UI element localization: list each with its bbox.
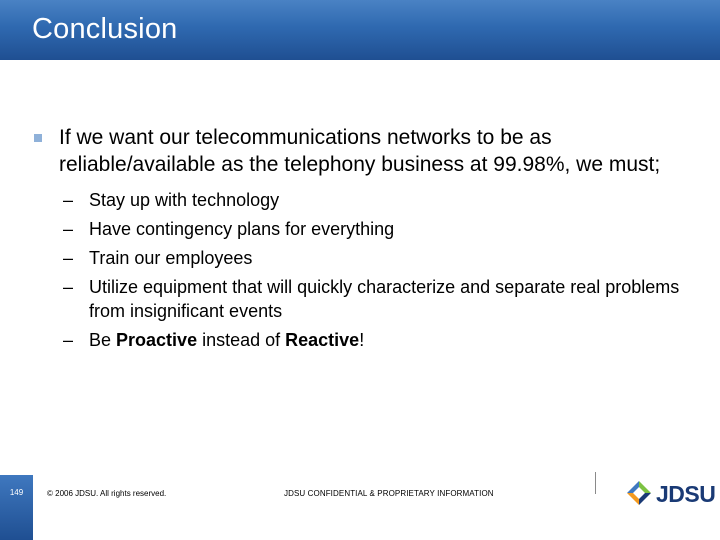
dash-bullet-icon: –	[63, 219, 74, 239]
sub-bullet-list	[34, 188, 694, 352]
main-bullet	[34, 124, 694, 178]
sub-bullet-text: Utilize equipment that will quickly characterize and separate real problems from insignificant events	[89, 277, 680, 321]
copyright-text: © 2006 JDSU. All rights reserved.	[47, 489, 167, 498]
sub-bullet-item	[34, 246, 694, 270]
page-number: 149	[9, 488, 24, 497]
dash-bullet-icon: –	[63, 248, 74, 268]
sub-bullet-text	[89, 330, 364, 350]
sub-bullet-text: Have contingency plans for everything	[89, 219, 395, 239]
sub-bullet-item-proactive	[34, 328, 694, 352]
square-bullet-icon	[34, 134, 42, 142]
sub-bullet-text: Train our employees	[89, 248, 253, 268]
slide-title: Conclusion	[32, 13, 178, 45]
jdsu-logo-icon	[626, 480, 652, 506]
reactive-emphasis: Reactive	[285, 330, 360, 350]
title-bar	[0, 0, 720, 60]
sub-bullet-item	[34, 188, 694, 212]
sub-bullet-item	[34, 275, 694, 323]
footer-side-bar	[0, 475, 33, 540]
text-part: instead of	[197, 330, 286, 350]
jdsu-logo-text: JDSU	[656, 481, 716, 507]
dash-bullet-icon: –	[63, 330, 74, 350]
text-part: Be	[89, 330, 117, 350]
sub-bullet-text: Stay up with technology	[89, 190, 280, 210]
text-part: !	[359, 330, 365, 350]
main-bullet-text: If we want our telecommunications networks to be as reliable/available as the telephony business at 99.98%, we must;	[59, 126, 661, 176]
proactive-emphasis: Proactive	[116, 330, 198, 350]
footer-divider	[595, 472, 596, 494]
confidential-notice: JDSU CONFIDENTIAL & PROPRIETARY INFORMATION	[284, 489, 494, 498]
slide-content	[34, 124, 694, 357]
dash-bullet-icon: –	[63, 277, 74, 297]
jdsu-logo	[626, 480, 714, 508]
dash-bullet-icon: –	[63, 190, 74, 210]
sub-bullet-item	[34, 217, 694, 241]
